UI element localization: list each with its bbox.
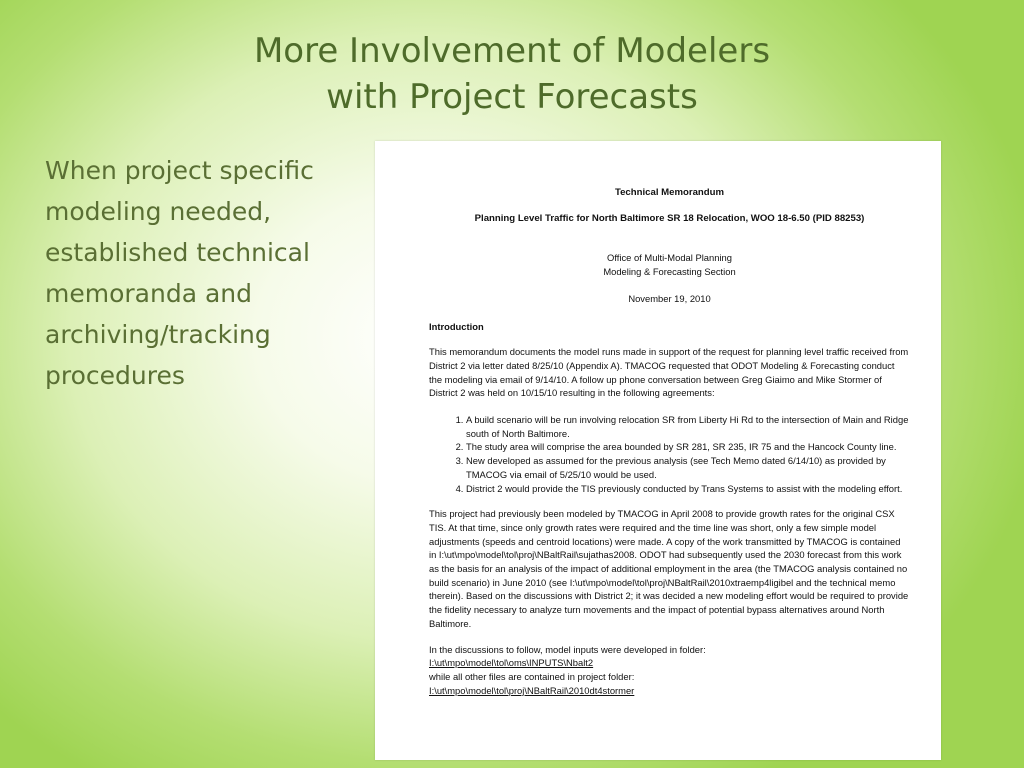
memo-paragraph-1: This memorandum documents the model runs made in support of the request for planning level traffic received from District 2 via letter dated 8/25/10 (Appendix A). TMACOG requested that ODOT Modeling & Forecasting conduct the modeling via email of 9/14/10. A follow up phone conversation between Greg Giaimo and Mike Stormer of District 2 was held on 10/15/10 resulting in the following agreements:	[429, 346, 909, 399]
memo-folder-intro: In the discussions to follow, model inputs were developed in folder:	[429, 643, 706, 655]
memo-agreement-item: 3. New developed as assumed for the previous analysis (see Tech Memo dated 6/14/10) as provided by TMACOG via email of 5/25/10 would be used.	[466, 454, 910, 481]
memo-document-image	[375, 141, 941, 760]
slide-title	[0, 28, 1024, 120]
memo-inputs-path: I:\ut\mpo\model\tol\oms\INPUTS\Nbalt2	[429, 657, 594, 669]
memo-paragraph-2: This project had previously been modeled by TMACOG in April 2008 to provide growth rates for the original CSX TIS. At that time, since only growth rates were required and the time line was short, only a few simple model adjustments (speeds and centroid locations) were made. A copy of the work transmitted by TMACOG is contained in I:\ut\mpo\model\tol\proj\NBaltRail\sujathas2008. ODOT had subsequently used the 2030 forecast from this work as the basis for an analysis of the impact of additional employment in the area (the TMACOG analysis contained no build scenario) in June 2010 (see I:\ut\mpo\model\tol\proj\NBaltRail\2010xtraemp4ligibel and the technical memo therein). Based on the discussions with District 2; it was decided a new modeling effort would be required to provide the fidelity necessary to analyze turn movements and the impact of potential bypass alternatives around North Baltimore.	[429, 508, 909, 629]
memo-subject: Planning Level Traffic for North Baltimore SR 18 Relocation, WOO 18-6.50 (PID 88253)	[474, 212, 865, 224]
memo-other-files-intro: while all other files are contained in project folder:	[429, 670, 635, 682]
memo-project-path: I:\ut\mpo\model\tol\proj\NBaltRail\2010dt4stormer	[429, 684, 635, 696]
memo-folder-section	[429, 643, 910, 698]
memo-agreement-item: 1. A build scenario will be run involving relocation SR from Liberty Hi Rd to the intersection of Main and Ridge south of North Baltimore.	[466, 413, 910, 440]
memo-agreement-item: 4. District 2 would provide the TIS previously conducted by Trans Systems to assist with the modeling effort.	[466, 482, 910, 496]
memo-heading: Technical Memorandum	[614, 187, 725, 198]
slide-title-line-2: with Project Forecasts	[326, 77, 698, 117]
slide-title-line-1: More Involvement of Modelers	[253, 31, 771, 71]
memo-agreement-item: 2. The study area will comprise the area bounded by SR 281, SR 235, IR 75 and the Hancock County line.	[466, 440, 910, 454]
memo-section-title: Introduction	[429, 320, 484, 332]
memo-agreements-list	[429, 413, 910, 495]
memo-date: November 19, 2010	[628, 292, 711, 304]
bullet-text: When project specific modeling needed, established technical memoranda and archiving/tracking procedures	[45, 156, 314, 390]
memo-office	[429, 251, 910, 278]
memo-office-line-2: Modeling & Forecasting Section	[603, 266, 736, 278]
memo-office-line-1: Office of Multi-Modal Planning	[607, 252, 732, 264]
